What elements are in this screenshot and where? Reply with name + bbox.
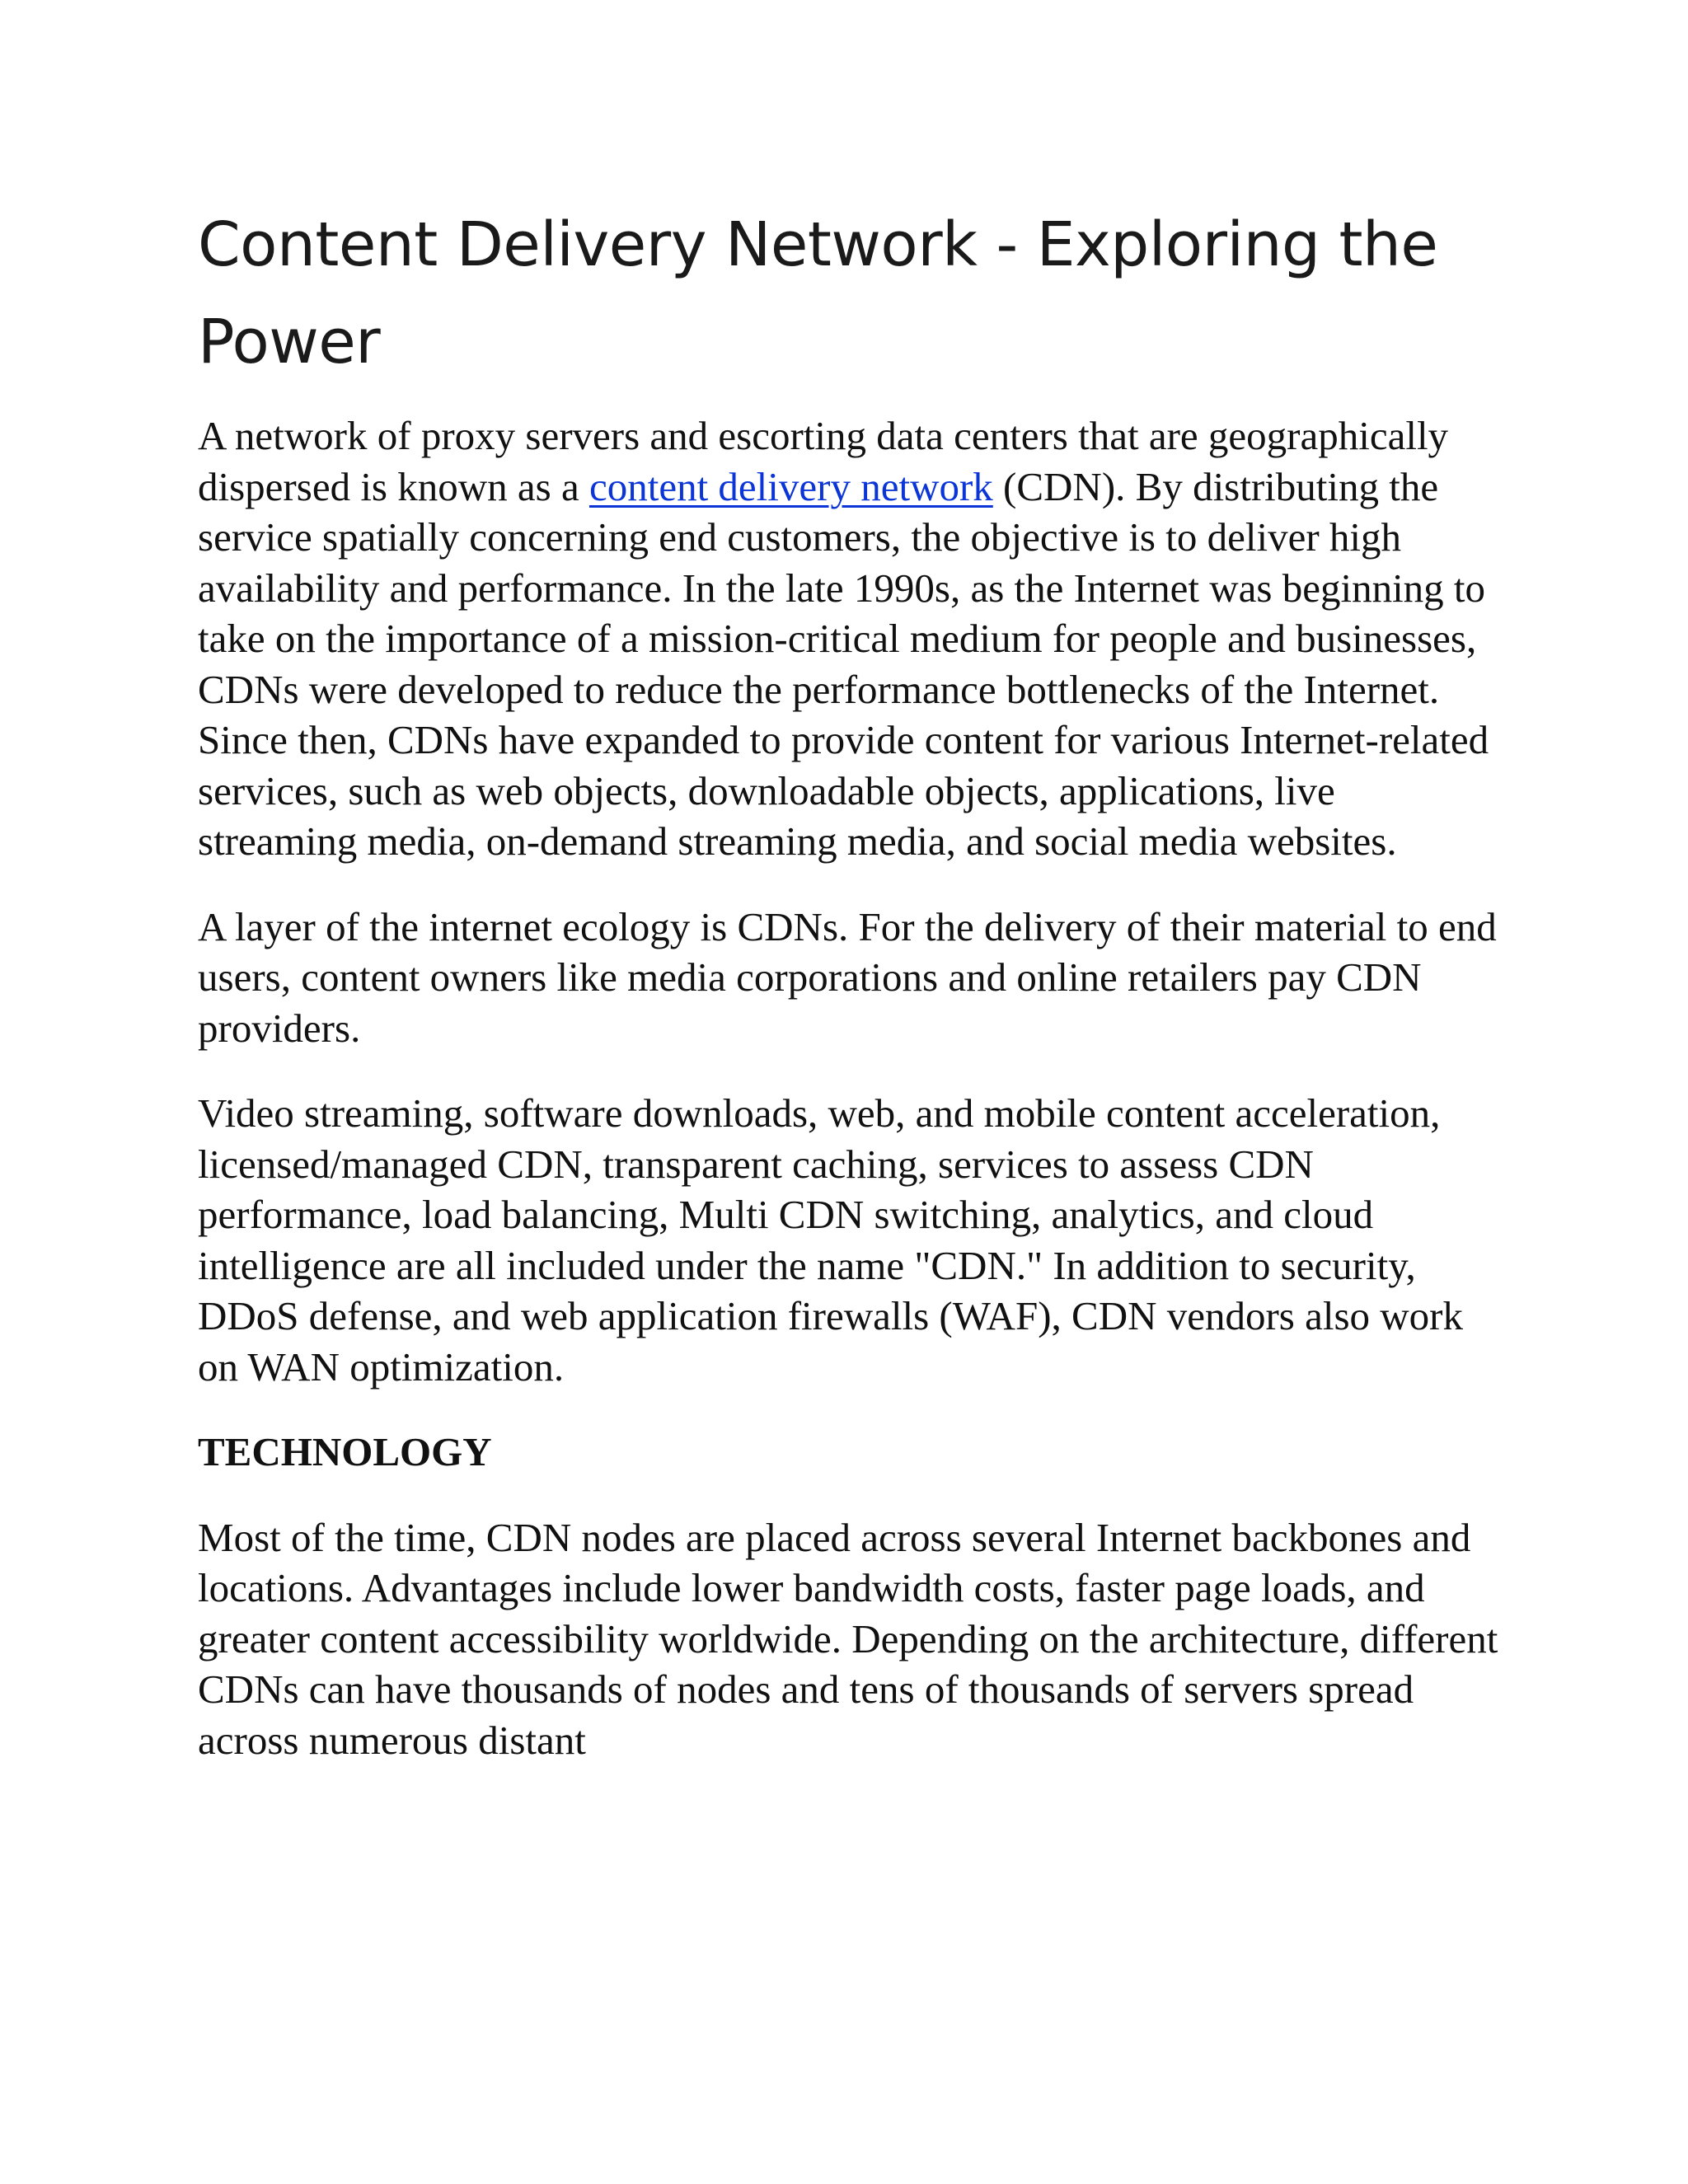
page-title <box>198 196 1500 391</box>
document-body <box>198 196 1500 1800</box>
paragraph-intro-text-before-link: A network of proxy servers and escorting data centers that are geographically dispersed is known as a <box>198 413 1449 509</box>
section-heading-technology: TECHNOLOGY <box>198 1429 492 1474</box>
paragraph-ecology: A layer of the internet ecology is CDNs. For the delivery of their material to end users, content owners like media corporations and online retailers pay CDN providers. <box>198 903 1497 1051</box>
title-line-1: Content Delivery Network - Exploring the <box>198 209 1438 280</box>
paragraph-intro <box>198 410 1500 867</box>
paragraph-services: Video streaming, software downloads, web, and mobile content acceleration, licensed/managed CDN, transparent caching, services to assess CDN performance, load balancing, Multi CDN switching, analytics, and cloud intelligence are all included under the name "CDN." In addition to security, DDoS defense, and web application firewalls (WAF), CDN vendors also work on WAN optimization. <box>198 1090 1463 1390</box>
paragraph-intro-text-after-link: (CDN). By distributing the service spatially concerning end customers, the objective is to deliver high availability and performance. In the late 1990s, as the Internet was beginning to take on the importance of a mission-critical medium for people and businesses, CDNs were developed to reduce the performance bottlenecks of the Internet. Since then, CDNs have expanded to provide content for various Internet-related services, such as web objects, downloadable objects, applications, live streaming media, on-demand streaming media, and social media websites. <box>198 463 1489 864</box>
paragraph-technology: Most of the time, CDN nodes are placed across several Internet backbones and locations. Advantages include lower bandwidth costs, faster page loads, and greater content accessibility worldwide. Depending on the architecture, different CDNs can have thousands of nodes and tens of thousands of servers spread across numerous distant <box>198 1514 1498 1763</box>
title-line-2: Power <box>198 307 381 377</box>
cdn-link[interactable]: content delivery network <box>588 463 993 509</box>
